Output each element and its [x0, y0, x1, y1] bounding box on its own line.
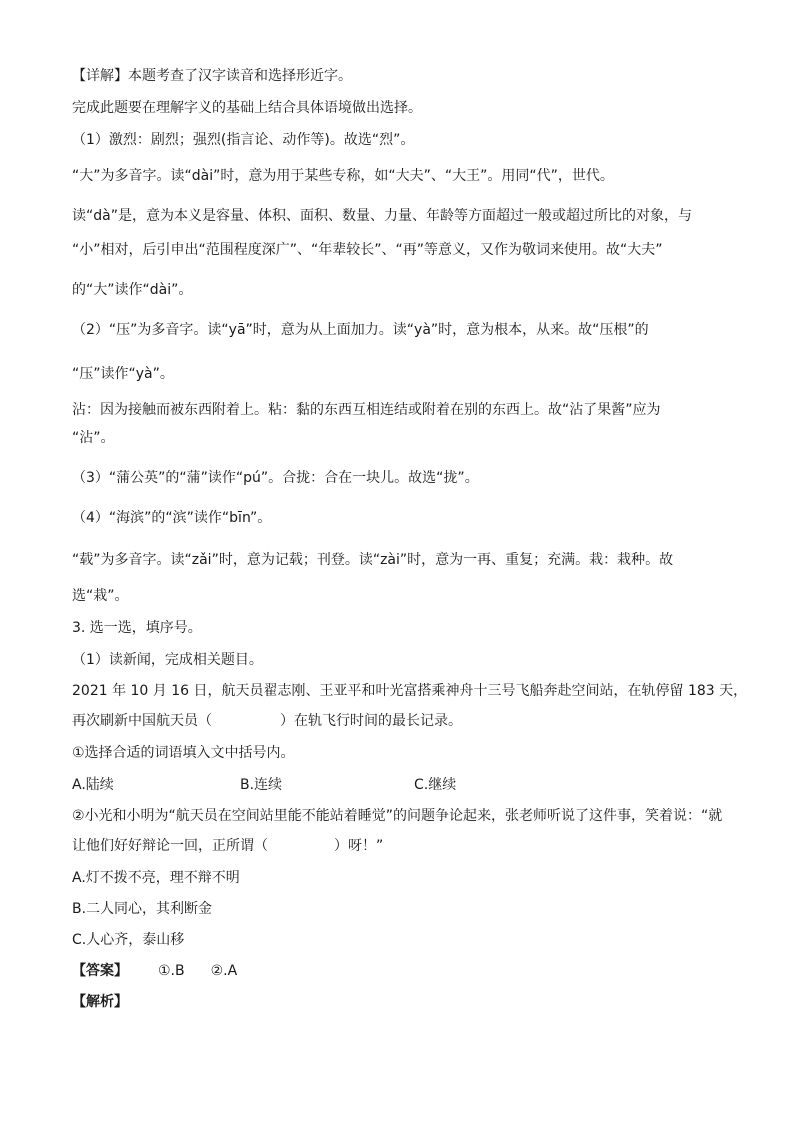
paragraph: 2021 年 10 月 16 日，航天员翟志刚、王亚平和叶光富搭乘神舟十三号飞船奔赴空间站，在轨停留 183 天，: [72, 683, 748, 699]
paragraph: （4）“海滨”的“滨”读作“bīn”。: [72, 510, 272, 526]
text-segment: ）呀！”: [334, 838, 384, 854]
choice-a: A.灯不拨不亮，理不辩不明: [72, 870, 240, 886]
choice-b: B.二人同心，其利断金: [72, 901, 213, 917]
paragraph: “沾”。: [72, 430, 115, 446]
paragraph: ②小光和小明为“航天员在空间站里能不能站着睡觉”的问题争论起来，张老师听说了这件事，笑着说：“就: [72, 808, 723, 824]
paragraph: （2）“压”为多音字。读“yā”时，意为从上面加力。读“yà”时，意为根本，从来。故“压根”的: [72, 322, 649, 338]
paragraph: （3）“蒲公英”的“蒲”读作“pú”。合拢：合在一块儿。故选“拢”。: [72, 470, 479, 486]
choice-c: C.人心齐，泰山移: [72, 932, 185, 948]
paragraph: ①选择合适的词语填入文中括号内。: [72, 745, 295, 761]
paragraph: 的“大”读作“dài”。: [72, 282, 193, 298]
paragraph: “大”为多音字。读“dài”时，意为用于某些专称，如“大夫”、“大王”。用同“代”，世代。: [72, 168, 614, 184]
option-b: B.连续: [240, 777, 283, 793]
paragraph: “小”相对，后引申出“范围程度深广”、“年辈较长”、“再”等意义，又作为敬词来使用。故“大夫”: [72, 242, 663, 258]
text-segment: ）在轨飞行时间的最长记录。: [280, 713, 462, 729]
paragraph: （1）读新闻，完成相关题目。: [72, 652, 263, 668]
answer-row: [72, 961, 237, 981]
question-heading: 3. 选一选，填序号。: [72, 620, 202, 636]
option-a: A.陆续: [72, 777, 114, 793]
paragraph: “压”读作“yà”。: [72, 366, 174, 382]
answer-item: ①.B: [158, 963, 185, 979]
text-segment: 再次刷新中国航天员（: [72, 713, 212, 729]
analysis-label: 【解析】: [72, 994, 128, 1010]
answer-item: ②.A: [210, 963, 238, 979]
option-row: [72, 775, 456, 795]
paragraph-with-blank: [72, 836, 383, 856]
paragraph: （1）激烈：剧烈；强烈(指言论、动作等)。故选“烈”。: [72, 132, 415, 148]
paragraph-with-blank: [72, 711, 462, 731]
detail-heading: 【详解】本题考查了汉字读音和选择形近字。: [72, 68, 352, 84]
paragraph: “载”为多音字。读“zǎi”时，意为记载；刊登。读“zài”时，意为一再、重复；充满。栽：栽种。故: [72, 552, 674, 568]
answer-label: 【答案】: [72, 963, 128, 979]
paragraph: 沾：因为接触而被东西附着上。粘：黏的东西互相连结或附着在别的东西上。故“沾了果酱”应为: [72, 402, 661, 418]
text-segment: 让他们好好辩论一回，正所谓（: [72, 838, 268, 854]
paragraph: 读“dà”是，意为本义是容量、体积、面积、数量、力量、年龄等方面超过一般或超过所比的对象，与: [72, 208, 692, 224]
paragraph: 选“栽”。: [72, 588, 129, 604]
option-c: C.继续: [414, 777, 457, 793]
paragraph: 完成此题要在理解字义的基础上结合具体语境做出选择。: [72, 100, 422, 116]
